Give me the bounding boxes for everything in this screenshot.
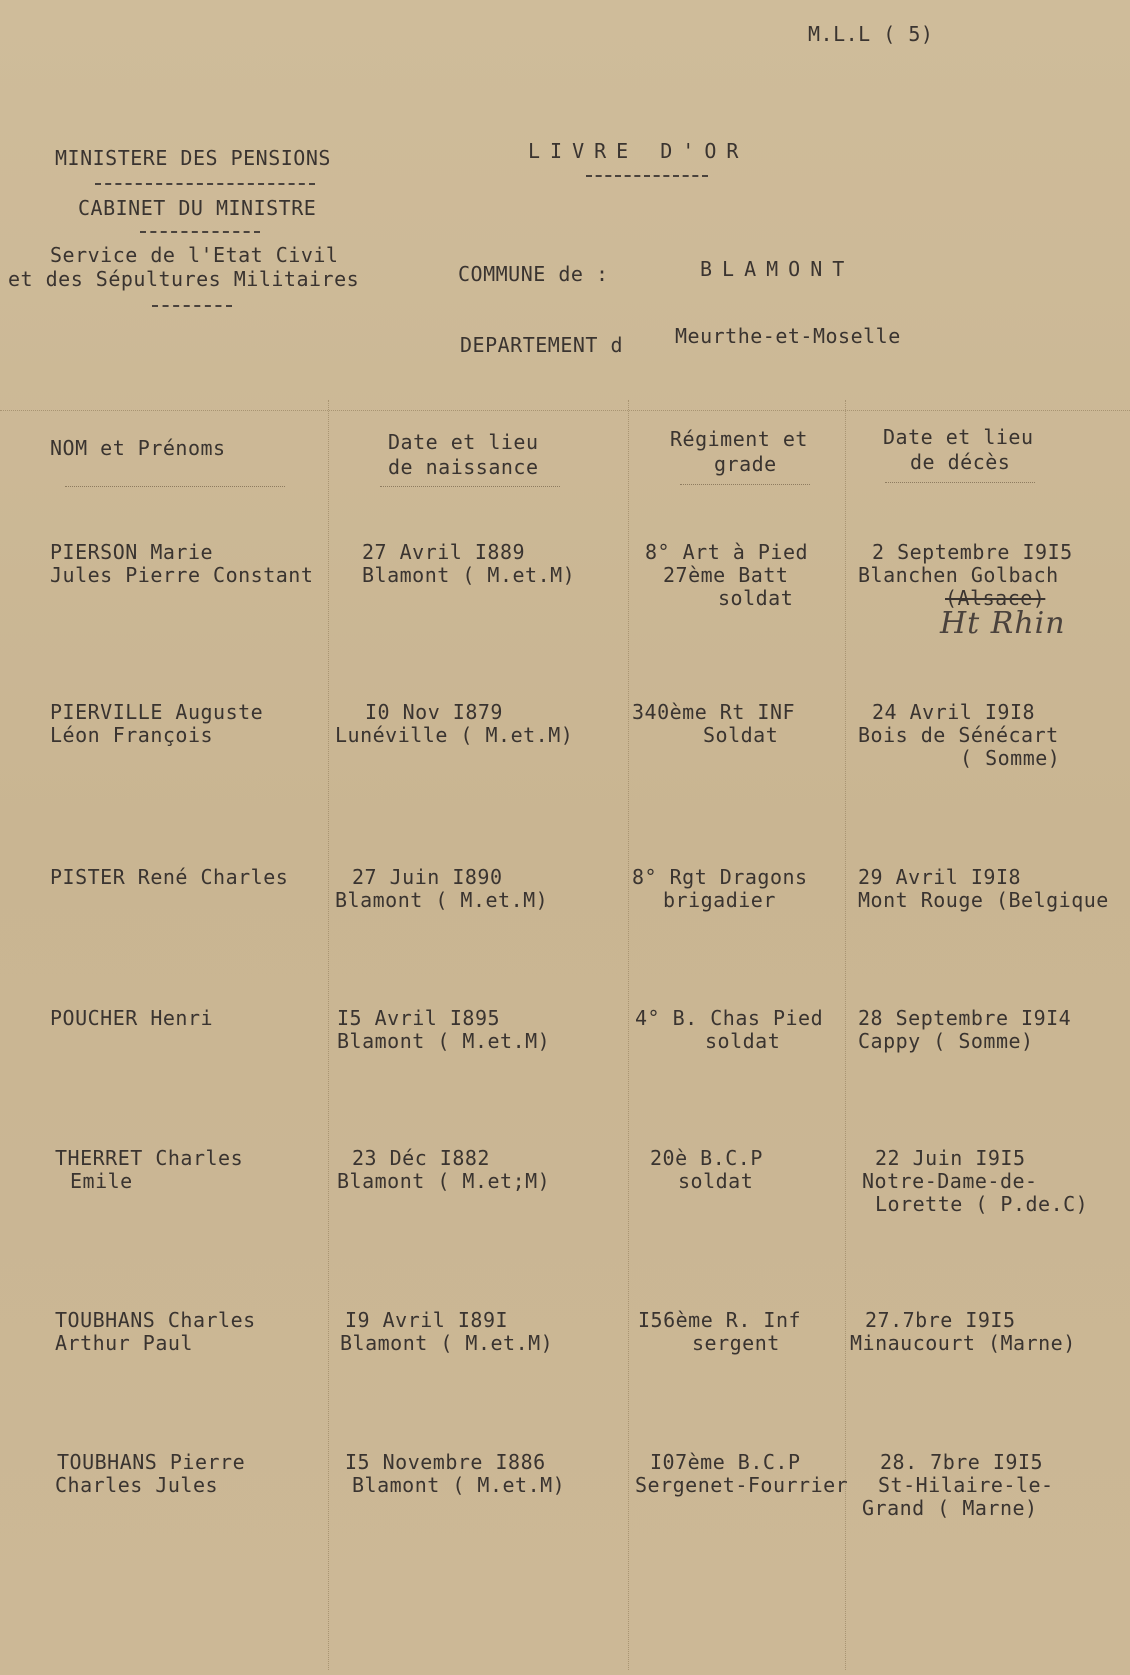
service-heading-line2: et des Sépultures Militaires <box>8 267 360 291</box>
name-line: THERRET Charles <box>55 1146 244 1170</box>
name-line: TOUBHANS Charles <box>55 1308 256 1332</box>
table-row <box>0 865 1130 985</box>
death-date: 24 Avril I9I8 <box>872 700 1036 724</box>
column-header-regiment-line1: Régiment et <box>670 427 808 451</box>
table-top-rule <box>0 410 1130 411</box>
regiment: 340ème Rt INF <box>632 700 796 724</box>
death-date: 27.7bre I9I5 <box>865 1308 1016 1332</box>
birth-date: I0 Nov I879 <box>365 700 503 724</box>
name-line: PIERSON Marie <box>50 540 214 564</box>
divider <box>140 231 260 233</box>
name-line: Léon François <box>50 723 214 747</box>
death-place: St-Hilaire-le- <box>878 1473 1054 1497</box>
birth-date: I5 Avril I895 <box>337 1006 501 1030</box>
death-date: 28 Septembre I9I4 <box>858 1006 1072 1030</box>
death-place: Blanchen Golbach <box>858 563 1059 587</box>
death-date: 22 Juin I9I5 <box>875 1146 1026 1170</box>
commune-label: COMMUNE de : <box>458 262 609 286</box>
name-line: Emile <box>70 1169 133 1193</box>
document-reference: M.L.L ( 5) <box>808 22 934 46</box>
table-row <box>0 1006 1130 1126</box>
regiment: 20è B.C.P <box>650 1146 763 1170</box>
death-date: 29 Avril I9I8 <box>858 865 1022 889</box>
column-header-name: NOM et Prénoms <box>50 436 226 460</box>
regiment: 8° Art à Pied <box>645 540 809 564</box>
column-header-regiment-line2: grade <box>714 452 777 476</box>
column-header-birth-line2: de naissance <box>388 455 539 479</box>
departement-value: Meurthe-et-Moselle <box>675 324 901 348</box>
name-line: Charles Jules <box>55 1473 219 1497</box>
column-header-birth-line1: Date et lieu <box>388 430 539 454</box>
name-line: TOUBHANS Pierre <box>57 1450 246 1474</box>
book-title: LIVRE D'OR <box>528 139 749 163</box>
birth-place: Blamont ( M.et.M) <box>352 1473 566 1497</box>
birth-date: 27 Avril I889 <box>362 540 526 564</box>
regiment: I07ème B.C.P <box>650 1450 801 1474</box>
name-line: Jules Pierre Constant <box>50 563 314 587</box>
divider <box>95 183 315 185</box>
birth-place: Blamont ( M.et.M) <box>362 563 576 587</box>
grade: soldat <box>705 1029 781 1053</box>
grade: sergent <box>692 1331 780 1355</box>
birth-place: Blamont ( M.et.M) <box>335 888 549 912</box>
ministry-heading: MINISTERE DES PENSIONS <box>55 146 331 170</box>
grade: soldat <box>678 1169 754 1193</box>
death-region: ( Somme) <box>960 746 1061 770</box>
death-place: Bois de Sénécart <box>858 723 1059 747</box>
birth-date: 27 Juin I890 <box>352 865 503 889</box>
grade: Soldat <box>703 723 779 747</box>
birth-date: I9 Avril I89I <box>345 1308 509 1332</box>
birth-place: Blamont ( M.et.M) <box>340 1331 554 1355</box>
table-row <box>0 700 1130 820</box>
birth-date: I5 Novembre I886 <box>345 1450 546 1474</box>
column-header-death-line2: de décès <box>910 450 1011 474</box>
death-date: 28. 7bre I9I5 <box>880 1450 1044 1474</box>
death-place-cont: Grand ( Marne) <box>862 1496 1038 1520</box>
table-row <box>0 1308 1130 1428</box>
name-line: PISTER René Charles <box>50 865 289 889</box>
table-row <box>0 1146 1130 1266</box>
header-underline <box>885 482 1035 483</box>
header-underline <box>65 486 285 487</box>
header-underline <box>380 486 560 487</box>
death-region-struck: (Alsace) <box>945 586 1046 610</box>
table-row <box>0 1450 1130 1570</box>
regiment: 8° Rgt Dragons <box>632 865 808 889</box>
header-underline <box>680 484 810 485</box>
name-line: PIERVILLE Auguste <box>50 700 264 724</box>
death-date: 2 Septembre I9I5 <box>872 540 1073 564</box>
table-row <box>0 540 1130 660</box>
grade: soldat <box>718 586 794 610</box>
death-place-cont: Lorette ( P.de.C) <box>875 1192 1089 1216</box>
name-line: POUCHER Henri <box>50 1006 214 1030</box>
divider <box>152 305 232 307</box>
death-place: Minaucourt (Marne) <box>850 1331 1076 1355</box>
grade: brigadier <box>663 888 776 912</box>
cabinet-heading: CABINET DU MINISTRE <box>78 196 317 220</box>
regiment: I56ème R. Inf <box>638 1308 802 1332</box>
departement-label: DEPARTEMENT d <box>460 333 624 357</box>
birth-date: 23 Déc I882 <box>352 1146 490 1170</box>
service-heading-line1: Service de l'Etat Civil <box>50 243 339 267</box>
birth-place: Blamont ( M.et;M) <box>337 1169 551 1193</box>
divider <box>586 175 708 177</box>
regiment: 4° B. Chas Pied <box>635 1006 824 1030</box>
commune-value: BLAMONT <box>700 257 855 281</box>
regiment-unit: 27ème Batt <box>663 563 789 587</box>
birth-place: Blamont ( M.et.M) <box>337 1029 551 1053</box>
name-line: Arthur Paul <box>55 1331 193 1355</box>
death-place: Notre-Dame-de- <box>862 1169 1038 1193</box>
death-place: Mont Rouge (Belgique <box>858 888 1109 912</box>
birth-place: Lunéville ( M.et.M) <box>335 723 574 747</box>
column-header-death-line1: Date et lieu <box>883 425 1034 449</box>
handwritten-correction: Ht Rhin <box>940 606 1066 641</box>
death-place: Cappy ( Somme) <box>858 1029 1034 1053</box>
grade: Sergenet-Fourrier <box>635 1473 849 1497</box>
